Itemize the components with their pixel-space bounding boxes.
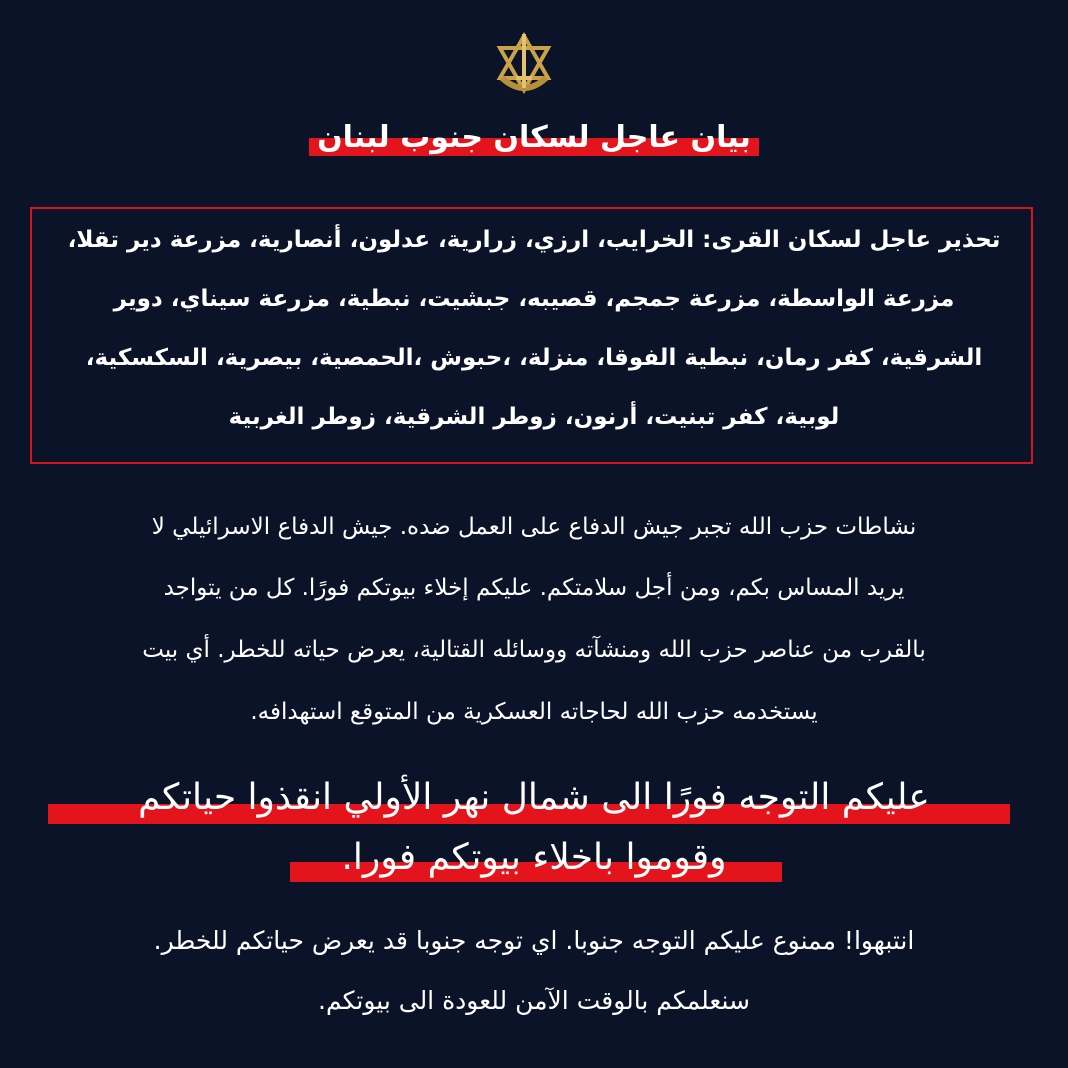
idf-emblem-icon bbox=[492, 32, 556, 102]
paragraph-line: بالقرب من عناصر حزب الله ومنشآته ووسائله القتالية، يعرض حياته للخطر. أي بيت bbox=[142, 637, 926, 663]
title-container bbox=[0, 118, 1068, 158]
village-list-line: لوبية، كفر تبنيت، أرنون، زوطر الشرقية، زوطر الغربية bbox=[228, 404, 840, 430]
headline-line: عليكم التوجه فورًا الى شمال نهر الأولي انقذوا حياتكم bbox=[138, 777, 930, 818]
village-list-line: تحذير عاجل لسكان القرى: الخرايب، ارزي، زرارية، عدلون، أنصارية، مزرعة دير تقلا، bbox=[67, 227, 1001, 253]
footer-line: سنعلمكم بالوقت الآمن للعودة الى بيوتكم. bbox=[318, 986, 750, 1015]
paragraph-line: يريد المساس بكم، ومن أجل سلامتكم. عليكم إخلاء بيوتكم فورًا. كل من يتواجد bbox=[163, 575, 905, 601]
paragraph-line: نشاطات حزب الله تجبر جيش الدفاع على العمل ضده. جيش الدفاع الاسرائيلي لا bbox=[151, 514, 917, 540]
page-title: بيان عاجل لسكان جنوب لبنان bbox=[309, 118, 759, 158]
footer-line: انتبهوا! ممنوع عليكم التوجه جنوبا. اي توجه جنوبا قد يعرض حياتكم للخطر. bbox=[153, 926, 915, 955]
village-list-line: الشرقية، كفر رمان، نبطية الفوقا، منزلة، ،حبوش ،الحمصية، بيصرية، السكسكية، bbox=[85, 345, 983, 371]
headline-line: وقوموا باخلاء بيوتكم فورا. bbox=[341, 837, 727, 878]
paragraph-line: يستخدمه حزب الله لحاجاته العسكرية من المتوقع استهدافه. bbox=[250, 699, 818, 725]
village-list-line: مزرعة الواسطة، مزرعة جمجم، قصيبه، جبشيت، نبطية، مزرعة سيناي، دوير bbox=[113, 286, 955, 312]
